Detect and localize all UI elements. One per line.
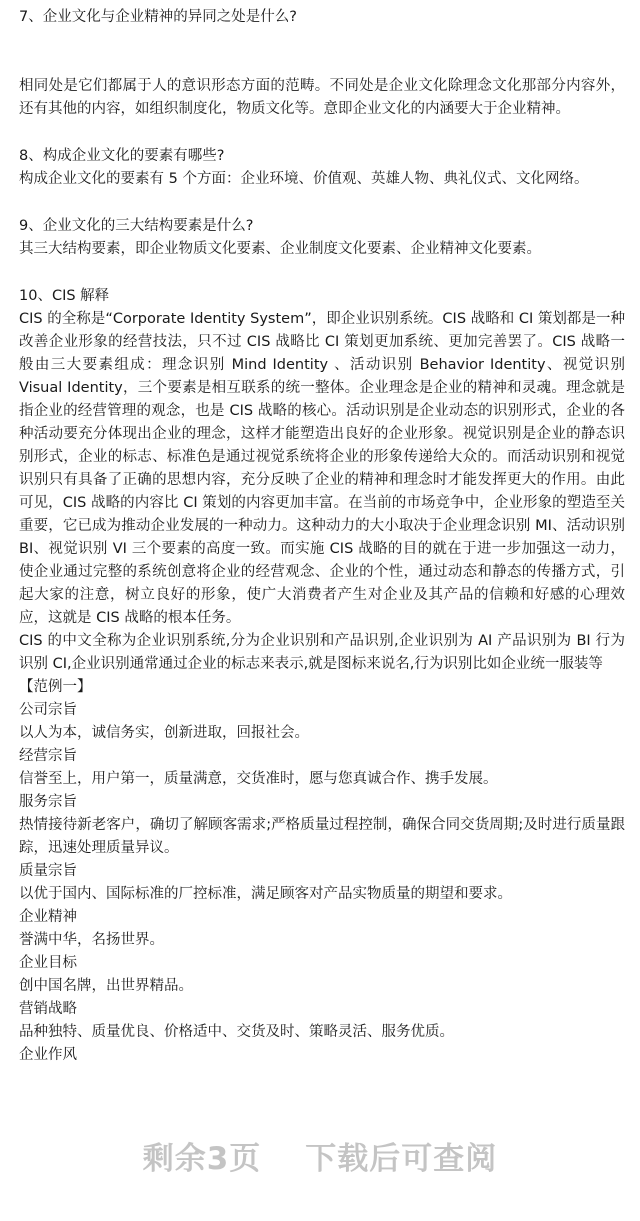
example-text-enterprise-spirit: 誉满中华，名扬世界。 [19,932,164,948]
question-10-title: 10、CIS 解释 [19,288,110,304]
spacer [19,191,625,215]
question-8-title: 8、构成企业文化的要素有哪些? [19,148,225,164]
example-label-quality-purpose: 质量宗旨 [19,863,77,879]
spacer [19,261,625,285]
example-label-enterprise-style: 企业作风 [19,1047,77,1063]
example-label-business-purpose: 经营宗旨 [19,748,77,764]
spacer [19,29,625,75]
example-text-quality-purpose: 以优于国内、国际标准的厂控标准，满足顾客对产品实物质量的期望和要求。 [19,886,512,902]
download-to-view-text: 下载后可查阅 [305,1141,498,1177]
question-7-title: 7、企业文化与企业精神的异同之处是什么? [19,9,297,25]
question-9-answer: 其三大结构要素，即企业物质文化要素、企业制度文化要素、企业精神文化要素。 [19,241,541,257]
example-label-service-purpose: 服务宗旨 [19,794,77,810]
remaining-pages-text: 剩余3页 [142,1141,262,1177]
document-body [19,6,625,1067]
example-label-company-purpose: 公司宗旨 [19,702,77,718]
example-heading: 【范例一】 [19,679,92,695]
question-8-answer: 构成企业文化的要素有 5 个方面：企业环境、价值观、英雄人物、典礼仪式、文化网络。 [19,171,589,187]
example-text-enterprise-goal: 创中国名牌，出世界精品。 [19,978,193,994]
example-label-marketing-strategy: 营销战略 [19,1001,77,1017]
example-label-enterprise-spirit: 企业精神 [19,909,77,925]
question-10-paragraph-2: CIS 的中文全称为企业识别系统,分为企业识别和产品识别,企业识别为 AI 产品识别为 BI 行为识别 CI,企业识别通常通过企业的标志来表示,就是图标来说名,行为识别比如企业统一服装等 [19,633,625,672]
example-text-marketing-strategy: 品种独特、质量优良、价格适中、交货及时、策略灵活、服务优质。 [19,1024,454,1040]
spacer [19,121,625,145]
example-text-company-purpose: 以人为本，诚信务实，创新进取，回报社会。 [19,725,309,741]
download-banner[interactable] [0,1133,640,1178]
example-label-enterprise-goal: 企业目标 [19,955,77,971]
question-7-answer: 相同处是它们都属于人的意识形态方面的范畴。不同处是企业文化除理念文化那部分内容外，还有其他的内容，如组织制度化，物质文化等。意即企业文化的内涵要大于企业精神。 [19,78,625,117]
question-10-paragraph-1: CIS 的全称是“Corporate Identity System”，即企业识别系统。CIS 战略和 CI 策划都是一种改善企业形象的经营技法，只不过 CIS 战略比 CI 策划更加系统、更加完善罢了。CIS 战略一般由三大要素组成：理念识别 Mind Identity 、活动识别 Behavior Identity、视觉识别 Visual Identity，三个要素是相互联系的统一整体。企业理念是企业的精神和灵魂。理念就是指企业的经营管理的观念，也是 CIS 战略的核心。活动识别是企业动态的识别形式，企业的各种活动要充分体现出企业的理念，这样才能塑造出良好的企业形象。视觉识别是企业的静态识别形式，企业的标志、标准色是通过视觉系统将企业的形象传递给大众的。而活动识别和视觉识别只有具备了正确的思想内容，充分反映了企业的精神和理念时才能发挥更大的作用。由此可见，CIS 战略的内容比 CI 策划的内容更加丰富。在当前的市场竞争中，企业形象的塑造至关重要，它已成为推动企业发展的一种动力。这种动力的大小取决于企业理念识别 MI、活动识别 BI、视觉识别 VI 三个要素的高度一致。而实施 CIS 战略的目的就在于进一步加强这一动力，使企业通过完整的系统创意将企业的经营观念、企业的个性，通过动态和静态的传播方式，引起大家的注意，树立良好的形象，使广大消费者产生对企业及其产品的信赖和好感的心理效应，这就是 CIS 战略的根本任务。 [19,311,625,626]
example-text-business-purpose: 信誉至上，用户第一，质量满意，交货准时，愿与您真诚合作、携手发展。 [19,771,498,787]
example-text-service-purpose: 热情接待新老客户，确切了解顾客需求;严格质量过程控制，确保合同交货周期;及时进行质量跟踪，迅速处理质量异议。 [19,817,625,856]
question-9-title: 9、企业文化的三大结构要素是什么? [19,218,254,234]
